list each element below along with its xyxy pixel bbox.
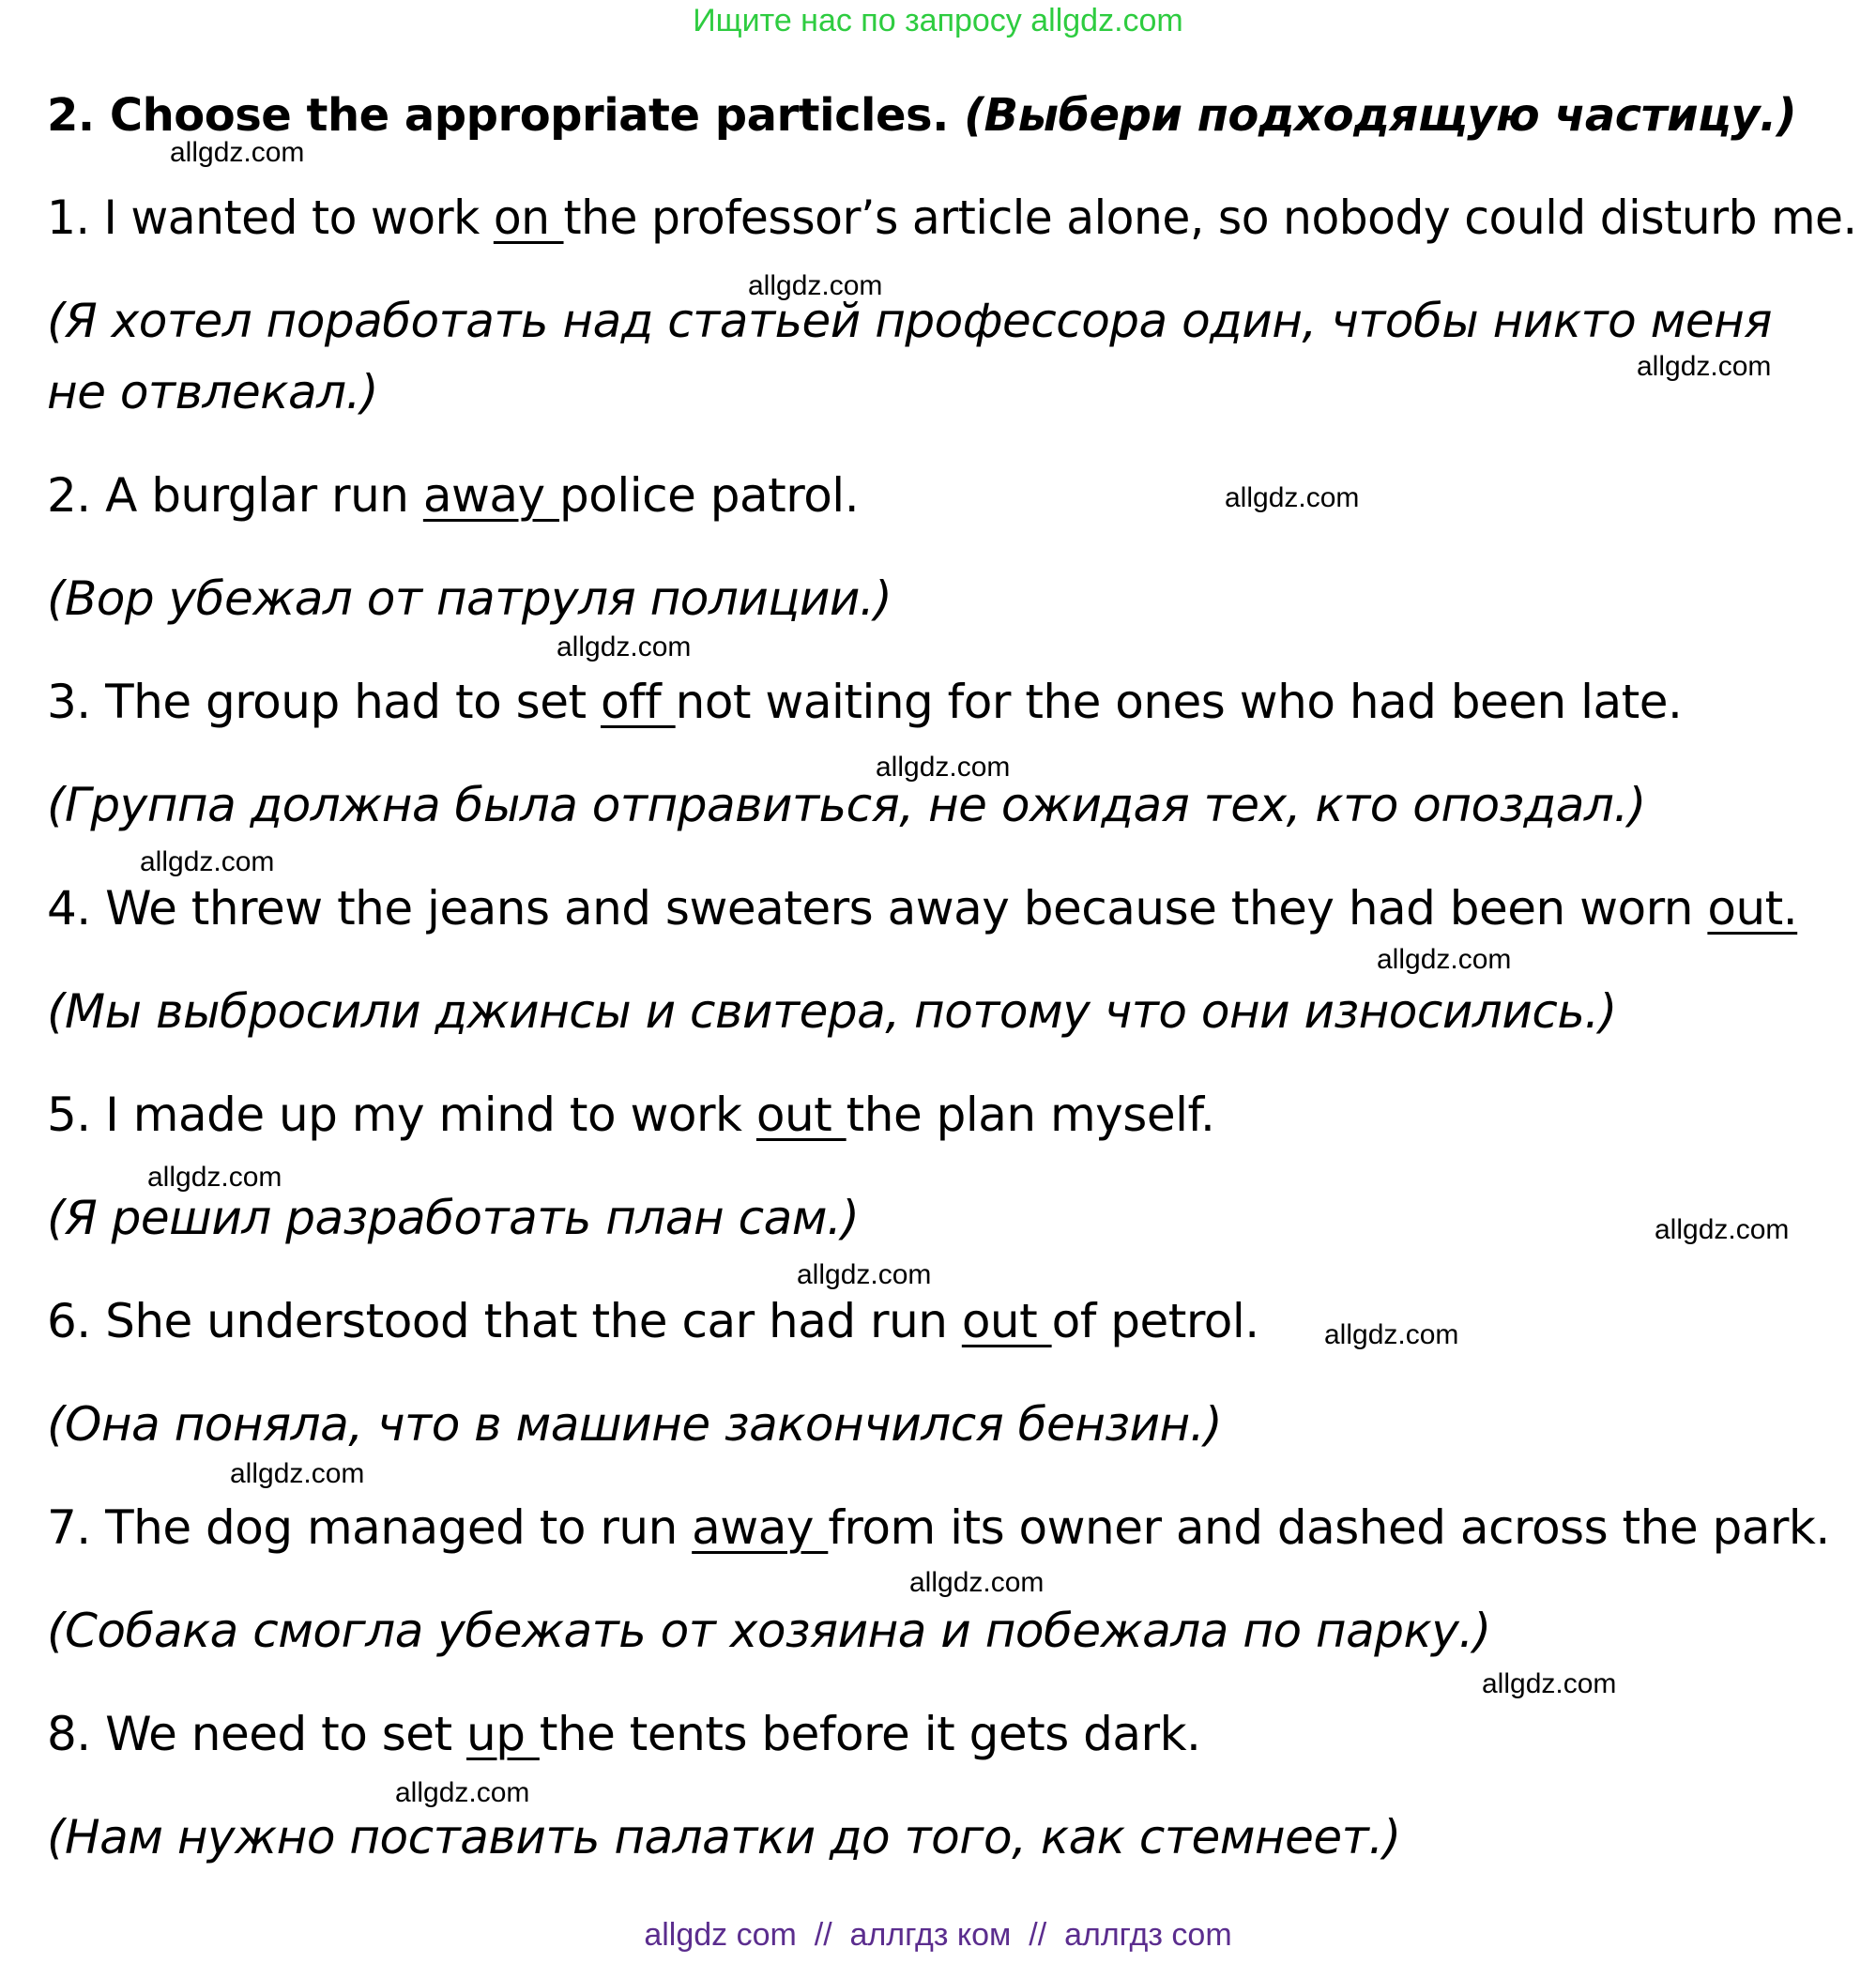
sentence-5 [47,1082,1214,1148]
sentence-7 [47,1495,1830,1560]
watermark: allgdz.com [1225,482,1360,513]
watermark: allgdz.com [797,1259,932,1290]
sentence-2 [47,463,859,528]
sentence-2-end: police patrol. [559,468,860,523]
sentence-8 [47,1701,1200,1767]
watermark: allgdz.com [1482,1668,1617,1699]
translation-6: (Она поняла, что в машине закончился бензин.) [47,1397,1223,1452]
watermark: allgdz.com [170,137,305,168]
sentence-5-end: the plan myself. [846,1088,1215,1142]
sentence-6-start: 6. She understood that the car had run [47,1294,962,1348]
sentence-1-start: 1. I wanted to work [47,190,494,245]
sentence-7-start: 7. The dog managed to run [47,1500,693,1555]
watermark: allgdz.com [1377,944,1512,975]
sentence-4 [47,875,1797,941]
watermark: allgdz.com [876,752,1011,783]
sentence-4-start: 4. We threw the jeans and sweaters away because they had been worn [47,881,1708,936]
watermark: allgdz.com [230,1458,365,1489]
translation-1-line-1: (Я хотел поработать над статьей профессора один, чтобы никто меня [47,294,1772,348]
sentence-5-answer: out [755,1088,846,1142]
sentence-8-answer: up [466,1707,540,1761]
sentence-1-end: the professor’s article alone, so nobody could disturb me. [563,190,1857,245]
sentence-6-answer: out [961,1294,1052,1348]
translation-1-line-2: не отвлекал.) [47,365,378,419]
watermark: allgdz.com [147,1162,282,1193]
top-banner: Ищите нас по запросу allgdz.com [693,3,1183,38]
heading-english: 2. Choose the appropriate particles. [47,89,949,142]
sentence-8-end: the tents before it gets dark. [539,1707,1201,1761]
watermark: allgdz.com [1637,351,1772,382]
translation-4: (Мы выбросили джинсы и свитера, потому что они износились.) [47,984,1617,1039]
sentence-6-end: of petrol. [1051,1294,1259,1348]
watermark: allgdz.com [909,1567,1045,1598]
translation-5: (Я решил разработать план сам.) [47,1191,860,1245]
translation-7: (Собака смогла убежать от хозяина и побежала по парку.) [47,1604,1491,1658]
watermark: allgdz.com [395,1777,530,1808]
heading-russian: (Выбери подходящую частицу.) [964,89,1797,142]
sentence-3 [47,669,1682,735]
footer-watermark: allgdz com // аллгдз ком // аллгдз com [644,1917,1232,1953]
sentence-3-answer: off [600,675,676,729]
watermark: allgdz.com [140,846,275,877]
sentence-3-end: not waiting for the ones who had been late. [675,675,1683,729]
translation-2: (Вор убежал от патруля полиции.) [47,571,892,626]
watermark: allgdz.com [557,632,692,662]
watermark: allgdz.com [748,270,883,301]
sentence-1-answer: on [493,190,564,245]
sentence-7-answer: away [692,1500,829,1555]
translation-3: (Группа должна была отправиться, не ожидая тех, кто опоздал.) [47,778,1646,832]
sentence-8-start: 8. We need to set [47,1707,467,1761]
sentence-5-start: 5. I made up my mind to work [47,1088,756,1142]
watermark: allgdz.com [1655,1214,1790,1245]
sentence-6 [47,1288,1259,1354]
sentence-2-start: 2. A burglar run [47,468,423,523]
sentence-1 [47,185,1857,251]
sentence-2-answer: away [422,468,560,523]
watermark: allgdz.com [1324,1319,1459,1350]
sentence-4-answer: out. [1707,881,1798,936]
translation-8: (Нам нужно поставить палатки до того, как стемнеет.) [47,1810,1401,1864]
sentence-7-end: from its owner and dashed across the park. [828,1500,1830,1555]
exercise-heading [47,83,1796,148]
sentence-3-start: 3. The group had to set [47,675,601,729]
